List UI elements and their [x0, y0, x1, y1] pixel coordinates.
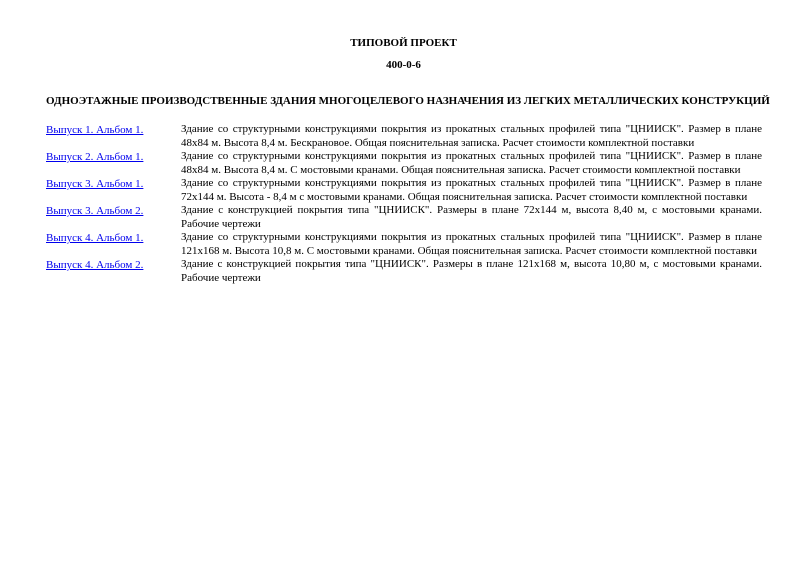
- list-item: [46, 231, 762, 258]
- album-link[interactable]: Выпуск 3. Альбом 2.: [46, 205, 144, 217]
- album-link[interactable]: Выпуск 4. Альбом 1.: [46, 232, 144, 244]
- list-item: [46, 150, 762, 177]
- list-item: [46, 123, 762, 150]
- project-code: 400-0-6: [386, 59, 421, 71]
- list-item: [46, 258, 762, 285]
- document-title: ТИПОВОЙ ПРОЕКТ: [350, 37, 457, 49]
- album-description: Здание с конструкцией покрытия типа "ЦНИИСК". Размеры в плане 121х168 м, высота 10,80 м, с мостовыми кранами. Рабочие чертежи: [181, 258, 762, 284]
- album-description: Здание со структурными конструкциями покрытия из прокатных стальных профилей типа "ЦНИИСК". Размер в плане 121х168 м. Высота 10,8 м. С мостовыми кранами. Общая пояснительная записка. Расчет стоимости комплектной поставки: [181, 231, 762, 257]
- album-link[interactable]: Выпуск 3. Альбом 1.: [46, 178, 144, 190]
- album-description: Здание со структурными конструкциями покрытия из прокатных стальных профилей типа "ЦНИИСК". Размер в плане 48х84 м. Высота 8,4 м. С мостовыми кранами. Общая пояснительная записка. Расчет стоимости комплектной поставки: [181, 150, 762, 176]
- album-link[interactable]: Выпуск 2. Альбом 1.: [46, 151, 144, 163]
- list-item: [46, 204, 762, 231]
- project-heading: ОДНОЭТАЖНЫЕ ПРОИЗВОДСТВЕННЫЕ ЗДАНИЯ МНОГОЦЕЛЕВОГО НАЗНАЧЕНИЯ ИЗ ЛЕГКИХ МЕТАЛЛИЧЕСКИХ КОНСТРУКЦИЙ: [46, 95, 770, 107]
- album-link[interactable]: Выпуск 4. Альбом 2.: [46, 259, 144, 271]
- album-link[interactable]: Выпуск 1. Альбом 1.: [46, 124, 144, 136]
- album-description: Здание со структурными конструкциями покрытия из прокатных стальных профилей типа "ЦНИИСК". Размер в плане 72х144 м. Высота - 8,4 м с мостовыми кранами. Общая пояснительная записка. Расчет стоимости комплектной поставки: [181, 177, 762, 203]
- album-description: Здание со структурными конструкциями покрытия из прокатных стальных профилей типа "ЦНИИСК". Размер в плане 48х84 м. Высота 8,4 м. Бескрановое. Общая пояснительная записка. Расчет стоимости комплектной поставки: [181, 123, 762, 149]
- album-description: Здание с конструкцией покрытия типа "ЦНИИСК". Размеры в плане 72х144 м, высота 8,40 м, с мостовыми кранами. Рабочие чертежи: [181, 204, 762, 230]
- album-list: [46, 123, 762, 285]
- list-item: [46, 177, 762, 204]
